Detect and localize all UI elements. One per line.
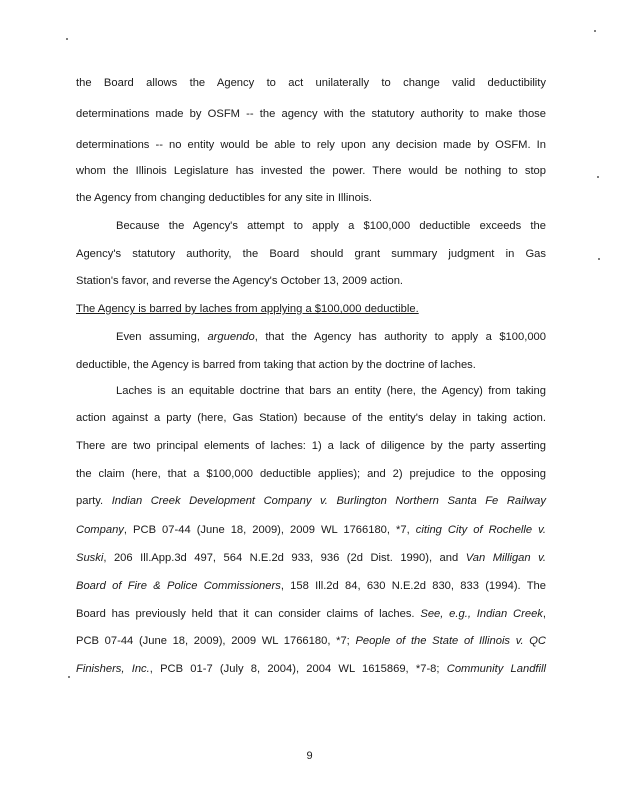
text-line: Suski, 206 Ill.App.3d 497, 564 N.E.2d 933, 936 (2d Dist. 1990), and Van Milligan v. (76, 552, 546, 564)
scan-speck (597, 176, 599, 178)
text-line: Agency's statutory authority, the Board should grant summary judgment in Gas (76, 248, 546, 260)
text-line: Station's favor, and reverse the Agency's October 13, 2009 action. (76, 275, 404, 287)
text-line: determinations -- no entity would be able to rely upon any decision made by OSFM. In (76, 139, 546, 151)
scan-speck (594, 30, 596, 32)
text-line: There are two principal elements of laches: 1) a lack of diligence by the party asserting (76, 440, 546, 452)
scan-speck (598, 258, 600, 260)
paragraph-first-line: Even assuming, arguendo, that the Agency has authority to apply a $100,000 (116, 331, 546, 343)
text-line: the Agency from changing deductibles for any site in Illinois. (76, 192, 373, 204)
text-line: action against a party (here, Gas Station) because of the entity's delay in taking action. (76, 412, 546, 424)
text-line: the claim (here, that a $100,000 deductible applies); and 2) prejudice to the opposing (76, 468, 546, 480)
text-line: the Board allows the Agency to act unilaterally to change valid deductibility (76, 77, 546, 89)
scan-speck (66, 38, 68, 40)
scan-speck (68, 676, 70, 678)
text-line: determinations made by OSFM -- the agency with the statutory authority to make those (76, 108, 546, 120)
text-line: deductible, the Agency is barred from taking that action by the doctrine of laches. (76, 359, 476, 371)
page-number: 9 (306, 750, 313, 762)
text-line: Board has previously held that it can consider claims of laches. See, e.g., Indian Creek, (76, 608, 546, 620)
text-line: Company, PCB 07-44 (June 18, 2009), 2009 WL 1766180, *7, citing City of Rochelle v. (76, 524, 547, 536)
paragraph-first-line: Because the Agency's attempt to apply a $100,000 deductible exceeds the (116, 220, 546, 232)
text-line: Finishers, Inc., PCB 01-7 (July 8, 2004), 2004 WL 1615869, *7-8; Community Landfill (76, 663, 546, 675)
text-line: PCB 07-44 (June 18, 2009), 2009 WL 1766180, *7; People of the State of Illinois v. QC (76, 635, 547, 647)
text-line: Board of Fire & Police Commissioners, 158 Ill.2d 84, 630 N.E.2d 830, 833 (1994). The (76, 580, 547, 592)
text-line: whom the Illinois Legislature has invested the power. There would be nothing to stop (76, 165, 546, 177)
section-heading: The Agency is barred by laches from applying a $100,000 deductible. (76, 303, 419, 315)
paragraph-first-line: Laches is an equitable doctrine that bars an entity (here, the Agency) from taking (116, 385, 546, 397)
text-line: party. Indian Creek Development Company v. Burlington Northern Santa Fe Railway (76, 495, 546, 507)
